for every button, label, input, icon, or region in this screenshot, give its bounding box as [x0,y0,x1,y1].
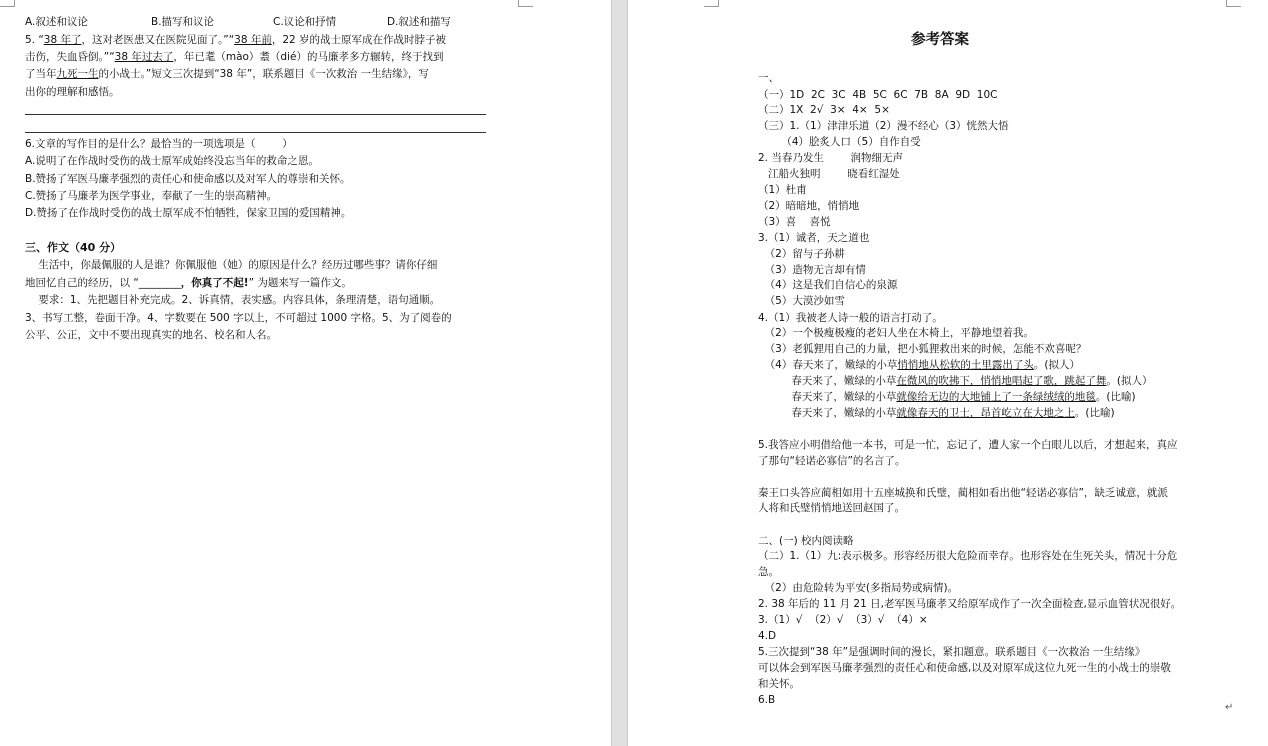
answer-line: 5.三次提到“38 年”是强调时间的漫长，紧扣题意。联系题目《一次救治 一生结缘》 [758,646,1146,658]
answer-line: 2. 38 年后的 11 月 21 日,老军医马廉孝又给原军成作了一次全面检查,显示血管状况很好。 [758,598,1182,610]
answer-line: 春天来了，嫩绿的小草就像春天的卫士，昂首屹立在大地之上。(比喻) [758,407,1115,419]
answer-line: 急。 [758,566,779,578]
essay-requirements-line-3: 公平、公正，文中不要出现真实的地名、校名和人名。 [25,329,277,341]
answer-line: （3）喜 喜悦 [758,216,831,228]
answer-line: 5.我答应小明借给他一本书，可是一忙，忘记了，遭人家一个白眼儿以后，才想起来，真应 [758,439,1178,451]
answer-key-title: 参考答案 [911,32,969,48]
answer-line: 春天来了，嫩绿的小草就像给无边的大地铺上了一条绿绒绒的地毯。(比喻) [758,391,1136,403]
page-corner-mark [0,0,15,7]
question-6-stem: 6.文章的写作目的是什么？最恰当的一项选项是（ ） [25,138,293,150]
answer-line [25,114,486,115]
answer-line: 可以体会到军医马廉孝强烈的责任心和使命感,以及对原军成这位九死一生的小战士的崇敬 [758,662,1171,674]
answer-line: （4）这是我们自信心的泉源 [758,279,898,291]
essay-requirements-line-1: 要求：1、先把题目补充完成。2、诉真情，表实感。内容具体，条理清楚，语句通顺。 [25,294,441,306]
answer-line: 春天来了，嫩绿的小草在微风的吹拂下，悄悄地唱起了歌，跳起了舞。(拟人） [758,375,1153,387]
question-6-option-d: D.赞扬了在作战时受伤的战士原军成不怕牺牲，保家卫国的爱国精神。 [25,207,352,219]
essay-prompt-line-1: 生活中，你最佩服的人是谁？你佩服他（她）的原因是什么？经历过哪些事？请你仔细 [25,259,438,271]
option-d: D.叙述和描写 [387,16,451,28]
page-gutter [611,0,628,746]
answer-line: 4.D [758,630,777,642]
answer-line: 4.（1）我被老人诗一般的语言打动了。 [758,312,943,324]
answer-line [25,132,486,133]
answer-line: （3）造物无言却有情 [758,264,866,276]
answer-line: （二）1.（1）九:表示极多。形容经历很大危险而幸存。也形容处在生死关头，情况十分危 [758,550,1178,562]
question-5-line-1: 5. “38 年了，这对老医患又在医院见面了。”“38 年前，22 岁的战士原军成在作战时脖子被 [25,34,447,46]
answer-line: （三）1.（1）津津乐道（2）漫不经心（3）恍然大悟 [758,120,1009,132]
page-corner-mark [518,0,533,7]
document-page-right [628,0,1268,746]
answer-line: 和关怀。 [758,678,800,690]
document-page-left [0,0,611,746]
answer-line: 3.（1）√ （2）√ （3）√ （4）× [758,614,928,626]
essay-prompt-line-2: 地回忆自己的经历，以 “________，你真了不起!” 为题来写一篇作文。 [25,277,352,289]
answer-line: （5）大漠沙如雪 [758,295,845,307]
answer-line: 2. 当春乃发生 润物细无声 [758,152,904,164]
question-5-line-2: 击伤，失血昏倒。”“38 年过去了，年已耄（mào）耋（dié）的马廉孝多方辗转，终于找到 [25,51,444,63]
answer-line: （4）春天来了，嫩绿的小草悄悄地从松软的土里露出了头。(拟人） [758,359,1080,371]
answer-line: 秦王口头答应蔺相如用十五座城换和氏璧，蔺相如看出他“轻诺必寡信”，缺乏诚意，就派 [758,487,1168,499]
question-5-line-4: 出你的理解和感悟。 [25,86,120,98]
option-c: C.议论和抒情 [273,16,337,28]
answer-line: （4）脍炙人口（5）自作自受 [758,136,921,148]
question-6-option-b: B.赞扬了军医马廉孝强烈的责任心和使命感以及对军人的尊崇和关怀。 [25,173,351,185]
answer-line: 江船火独明 晓看红湿处 [758,168,900,180]
option-a: A.叙述和议论 [25,16,88,28]
section-1-heading: 一、 [758,72,779,84]
answer-line: （2）由危险转为平安(多指局势或病情)。 [758,582,959,594]
answer-line: （2）留与子孙耕 [758,248,845,260]
question-6-option-a: A.说明了在作战时受伤的战士原军成始终没忘当年的救命之恩。 [25,155,319,167]
page-corner-mark [1226,0,1241,7]
paragraph-mark-icon: ↵ [1225,702,1234,713]
answer-line: 了那句“轻诺必寡信”的名言了。 [758,455,906,467]
essay-heading: 三、作文（40 分） [25,241,122,254]
answer-line: 人将和氏璧悄悄地送回赵国了。 [758,502,905,514]
option-b: B.描写和议论 [151,16,215,28]
answer-line: 3.（1）诚者，天之道也 [758,232,870,244]
question-6-option-c: C.赞扬了马廉孝为医学事业，奉献了一生的崇高精神。 [25,190,278,202]
essay-requirements-line-2: 3、书写工整，卷面干净。4、字数要在 500 字以上，不可超过 1000 字格。5、为了阅卷的 [25,312,452,324]
question-5-line-3: 了当年九死一生的小战士。”短文三次提到“38 年”，联系题目《一次救治 一生结缘》，写 [25,68,429,80]
answer-line: （2）暗暗地，悄悄地 [758,200,860,212]
answer-line: （2）一个极瘦极瘦的老妇人坐在木椅上，平静地望着我。 [758,327,1034,339]
answer-line: 6.B [758,694,776,706]
answer-line: （3）老狐狸用自己的力量，把小狐狸救出来的时候，怎能不欢喜呢？ [758,343,1087,355]
answer-line: 二、(一) 校内阅读略 [758,535,854,547]
answer-line: （1）杜甫 [758,184,807,196]
answer-line: （二）1X 2√ 3× 4× 5× [758,104,890,116]
answer-line: （一）1D 2C 3C 4B 5C 6C 7B 8A 9D 10C [758,89,998,101]
page-corner-mark [704,0,719,7]
